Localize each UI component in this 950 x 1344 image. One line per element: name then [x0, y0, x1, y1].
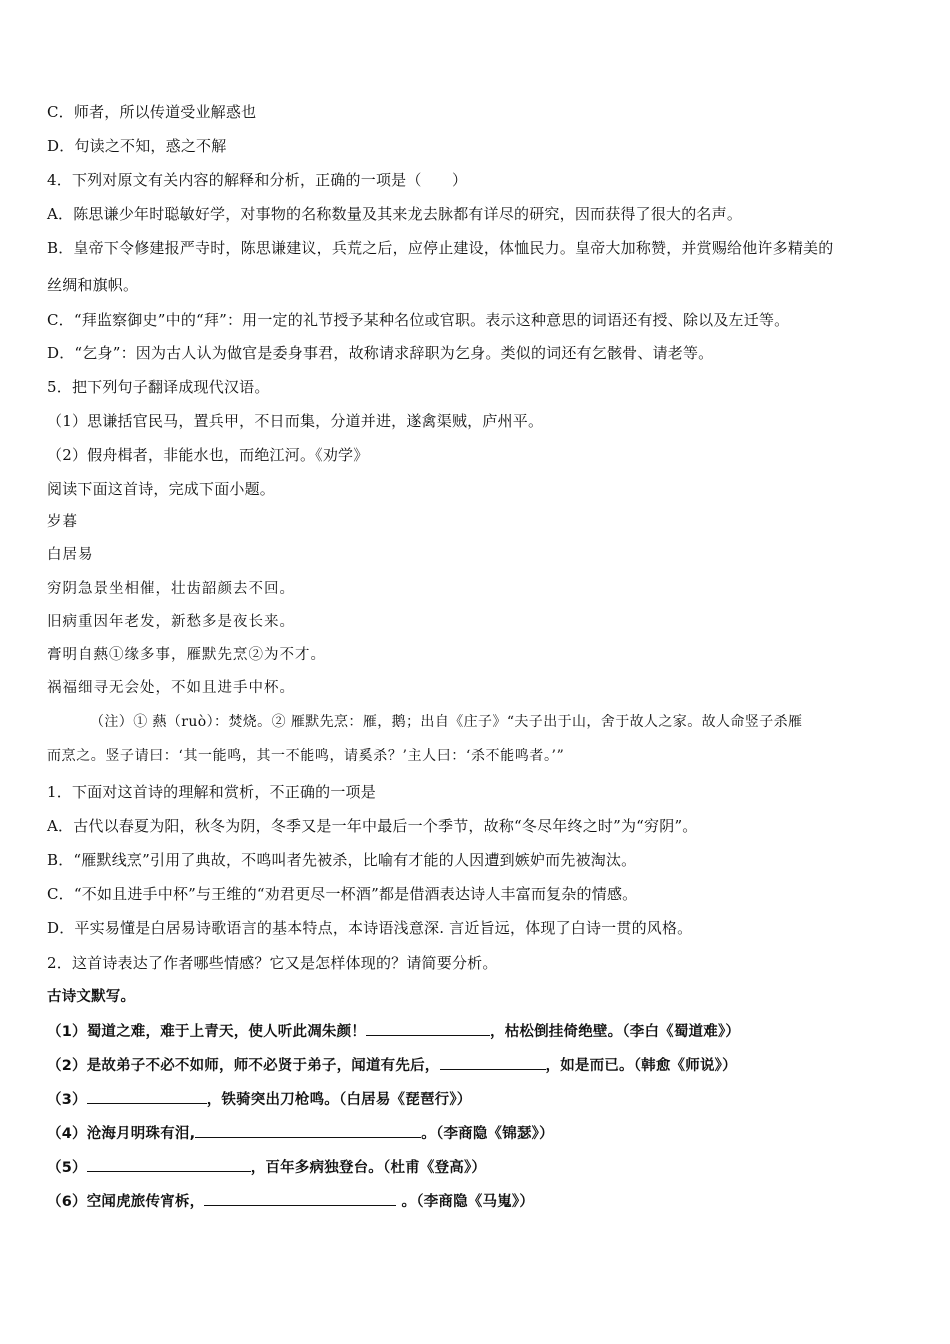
dictation-item-4: [47, 1123, 554, 1144]
poem-q1-option-d: D．平实易懂是白居易诗歌语言的基本特点，本诗语浅意深. 言近旨远，体现了白诗一贯的风格。: [47, 919, 693, 937]
poem-q1-option-b: B．“雁默线烹”引用了典故，不鸣叫者先被杀，比喻有才能的人因遭到嫉妒而先被淘汰。: [47, 851, 637, 869]
q4-stem: 4．下列对原文有关内容的解释和分析，正确的一项是（ ）: [47, 171, 468, 189]
poem-line-4: 祸福细寻无会处，不如且进手中杯。: [47, 680, 295, 696]
dictation-item-2: [47, 1055, 737, 1076]
q3-option-c: C．师者，所以传道受业解惑也: [47, 103, 257, 121]
dictation-item-text: （3）: [47, 1092, 87, 1108]
dictation-item-1: [47, 1021, 740, 1042]
q4-option-d: D．“乞身”：因为古人认为做官是委身事君，故称请求辞职为乞身。类似的词还有乞骸骨、请老等。: [47, 344, 714, 362]
dictation-item-5: [47, 1157, 486, 1178]
dictation-heading: 古诗文默写。: [47, 989, 136, 1005]
dictation-item-text: （5）: [47, 1160, 87, 1176]
q3-option-d: D．句读之不知，惑之不解: [47, 137, 227, 155]
q5-stem: 5．把下列句子翻译成现代汉语。: [47, 378, 270, 396]
dictation-item-text: 。（李商隐《锦瑟》）: [421, 1126, 554, 1142]
poem-q1-option-c: C．“不如且进手中杯”与王维的“劝君更尽一杯酒”都是借酒表达诗人丰富而复杂的情感。: [47, 885, 638, 903]
q4-option-a: A．陈思谦少年时聪敏好学，对事物的名称数量及其来龙去脉都有详尽的研究，因而获得了很大的名声。: [47, 205, 743, 223]
dictation-item-3: [47, 1089, 472, 1110]
poem-q2-stem: 2．这首诗表达了作者哪些情感？它又是怎样体现的？请简要分析。: [47, 954, 498, 972]
poem-q1-stem: 1．下面对这首诗的理解和赏析，不正确的一项是: [47, 783, 376, 801]
q4-option-b-line1: B．皇帝下令修建报严寺时，陈思谦建议，兵荒之后，应停止建设，体恤民力。皇帝大加称赞，并赏赐给他许多精美的: [47, 239, 834, 257]
poem-line-2: 旧病重因年老发，新愁多是夜长来。: [47, 614, 295, 630]
answer-blank[interactable]: [204, 1191, 396, 1206]
poem-author: 白居易: [47, 547, 94, 563]
q5-sentence-2: （2）假舟楫者，非能水也，而绝江河。《劝学》: [47, 446, 369, 464]
poem-title: 岁暮: [47, 514, 78, 530]
answer-blank[interactable]: [87, 1157, 251, 1172]
q5-sentence-1: （1）思谦括官民马，置兵甲，不日而集，分道并进，遂禽渠贼，庐州平。: [47, 412, 544, 430]
poem-q1-option-a: A．古代以春夏为阳，秋冬为阴，冬季又是一年中最后一个季节，故称“冬尽年终之时”为“穷阴”。: [47, 817, 698, 835]
answer-blank[interactable]: [366, 1021, 490, 1036]
answer-blank[interactable]: [440, 1055, 546, 1070]
dictation-item-text: （2）是故弟子不必不如师，师不必贤于弟子，闻道有先后，: [47, 1058, 440, 1074]
dictation-item-text: ，如是而已。（韩愈《师说》）: [545, 1058, 737, 1074]
dictation-item-text: ，百年多病独登台。（杜甫《登高》）: [250, 1160, 487, 1176]
dictation-item-text: 。（李商隐《马嵬》）: [396, 1194, 535, 1210]
poem-intro: 阅读下面这首诗，完成下面小题。: [47, 480, 276, 498]
q4-option-c: C．“拜监察御史”中的“拜”：用一定的礼节授予某种名位或官职。表示这种意思的词语还有授、除以及左迁等。: [47, 311, 790, 329]
dictation-item-text: （6）空闻虎旅传宵柝，: [47, 1194, 205, 1210]
dictation-item-text: ，枯松倒挂倚绝壁。（李白《蜀道难》）: [490, 1024, 741, 1040]
dictation-item-6: [47, 1191, 534, 1212]
answer-blank[interactable]: [87, 1089, 207, 1104]
dictation-item-text: （4）沧海月明珠有泪,: [47, 1126, 196, 1142]
poem-note-line1: （注）① 爇（ruò）：焚烧。② 雁默先烹：雁，鹅；出自《庄子》“夫子出于山，舍于故人之家。故人命竖子杀雁: [90, 714, 803, 730]
poem-line-1: 穷阴急景坐相催，壮齿韶颜去不回。: [47, 581, 295, 597]
dictation-item-text: ，铁骑突出刀枪鸣。（白居易《琵琶行》）: [206, 1092, 472, 1108]
q4-option-b-line2: 丝绸和旗帜。: [47, 276, 139, 294]
poem-note-line2: 而烹之。竖子请曰：‘其一能鸣，其一不能鸣，请奚杀？’主人曰：‘杀不能鸣者。’”: [47, 748, 565, 764]
dictation-item-text: （1）蜀道之难，难于上青天，使人听此凋朱颜！: [47, 1024, 366, 1040]
answer-blank[interactable]: [195, 1123, 421, 1138]
poem-line-3: 膏明自爇①缘多事，雁默先烹②为不才。: [47, 647, 326, 663]
